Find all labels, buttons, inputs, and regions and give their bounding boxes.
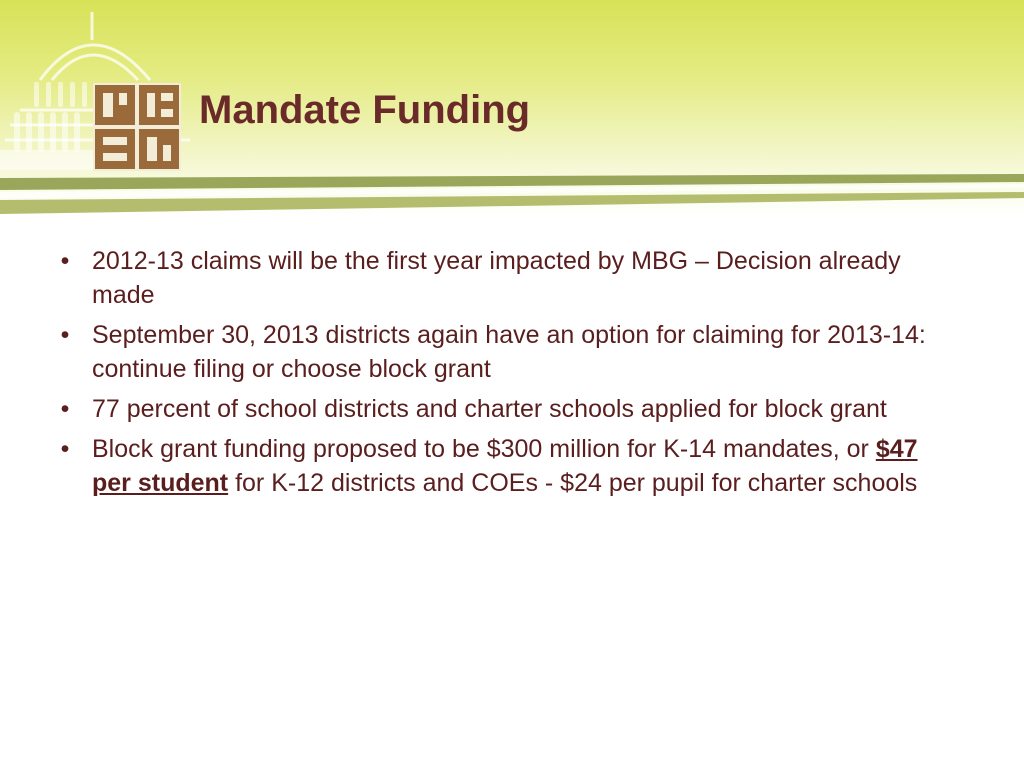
bullet-item [48,318,948,386]
bullet-text: 77 percent of school districts and charter schools applied for block grant [92,395,887,423]
bullet-list [48,244,948,506]
bullet-text: September 30, 2013 districts again have an option for claiming for 2013-14: continue filing or choose block grant [92,321,926,383]
bullet-item [48,432,948,500]
bullet-dot: • [60,395,70,423]
slide-header [0,0,1024,215]
header-divider-stripes [0,170,1024,215]
bullet-item [48,244,948,312]
bullet-dot: • [60,247,70,275]
bullet-text-before: Block grant funding proposed to be $300 million for K-14 mandates, or [92,435,876,463]
bullet-item [48,392,948,426]
acsa-logo [93,83,181,171]
bullet-dot: • [60,435,70,463]
bullet-text-after: for K-12 districts and COEs - $24 per pupil for charter schools [228,469,918,497]
slide-title: Mandate Funding [199,88,531,132]
bullet-dot: • [60,321,70,349]
per-student-amount: $47 per student [92,435,918,497]
bullet-text: 2012-13 claims will be the first year impacted by MBG – Decision already made [92,247,901,309]
